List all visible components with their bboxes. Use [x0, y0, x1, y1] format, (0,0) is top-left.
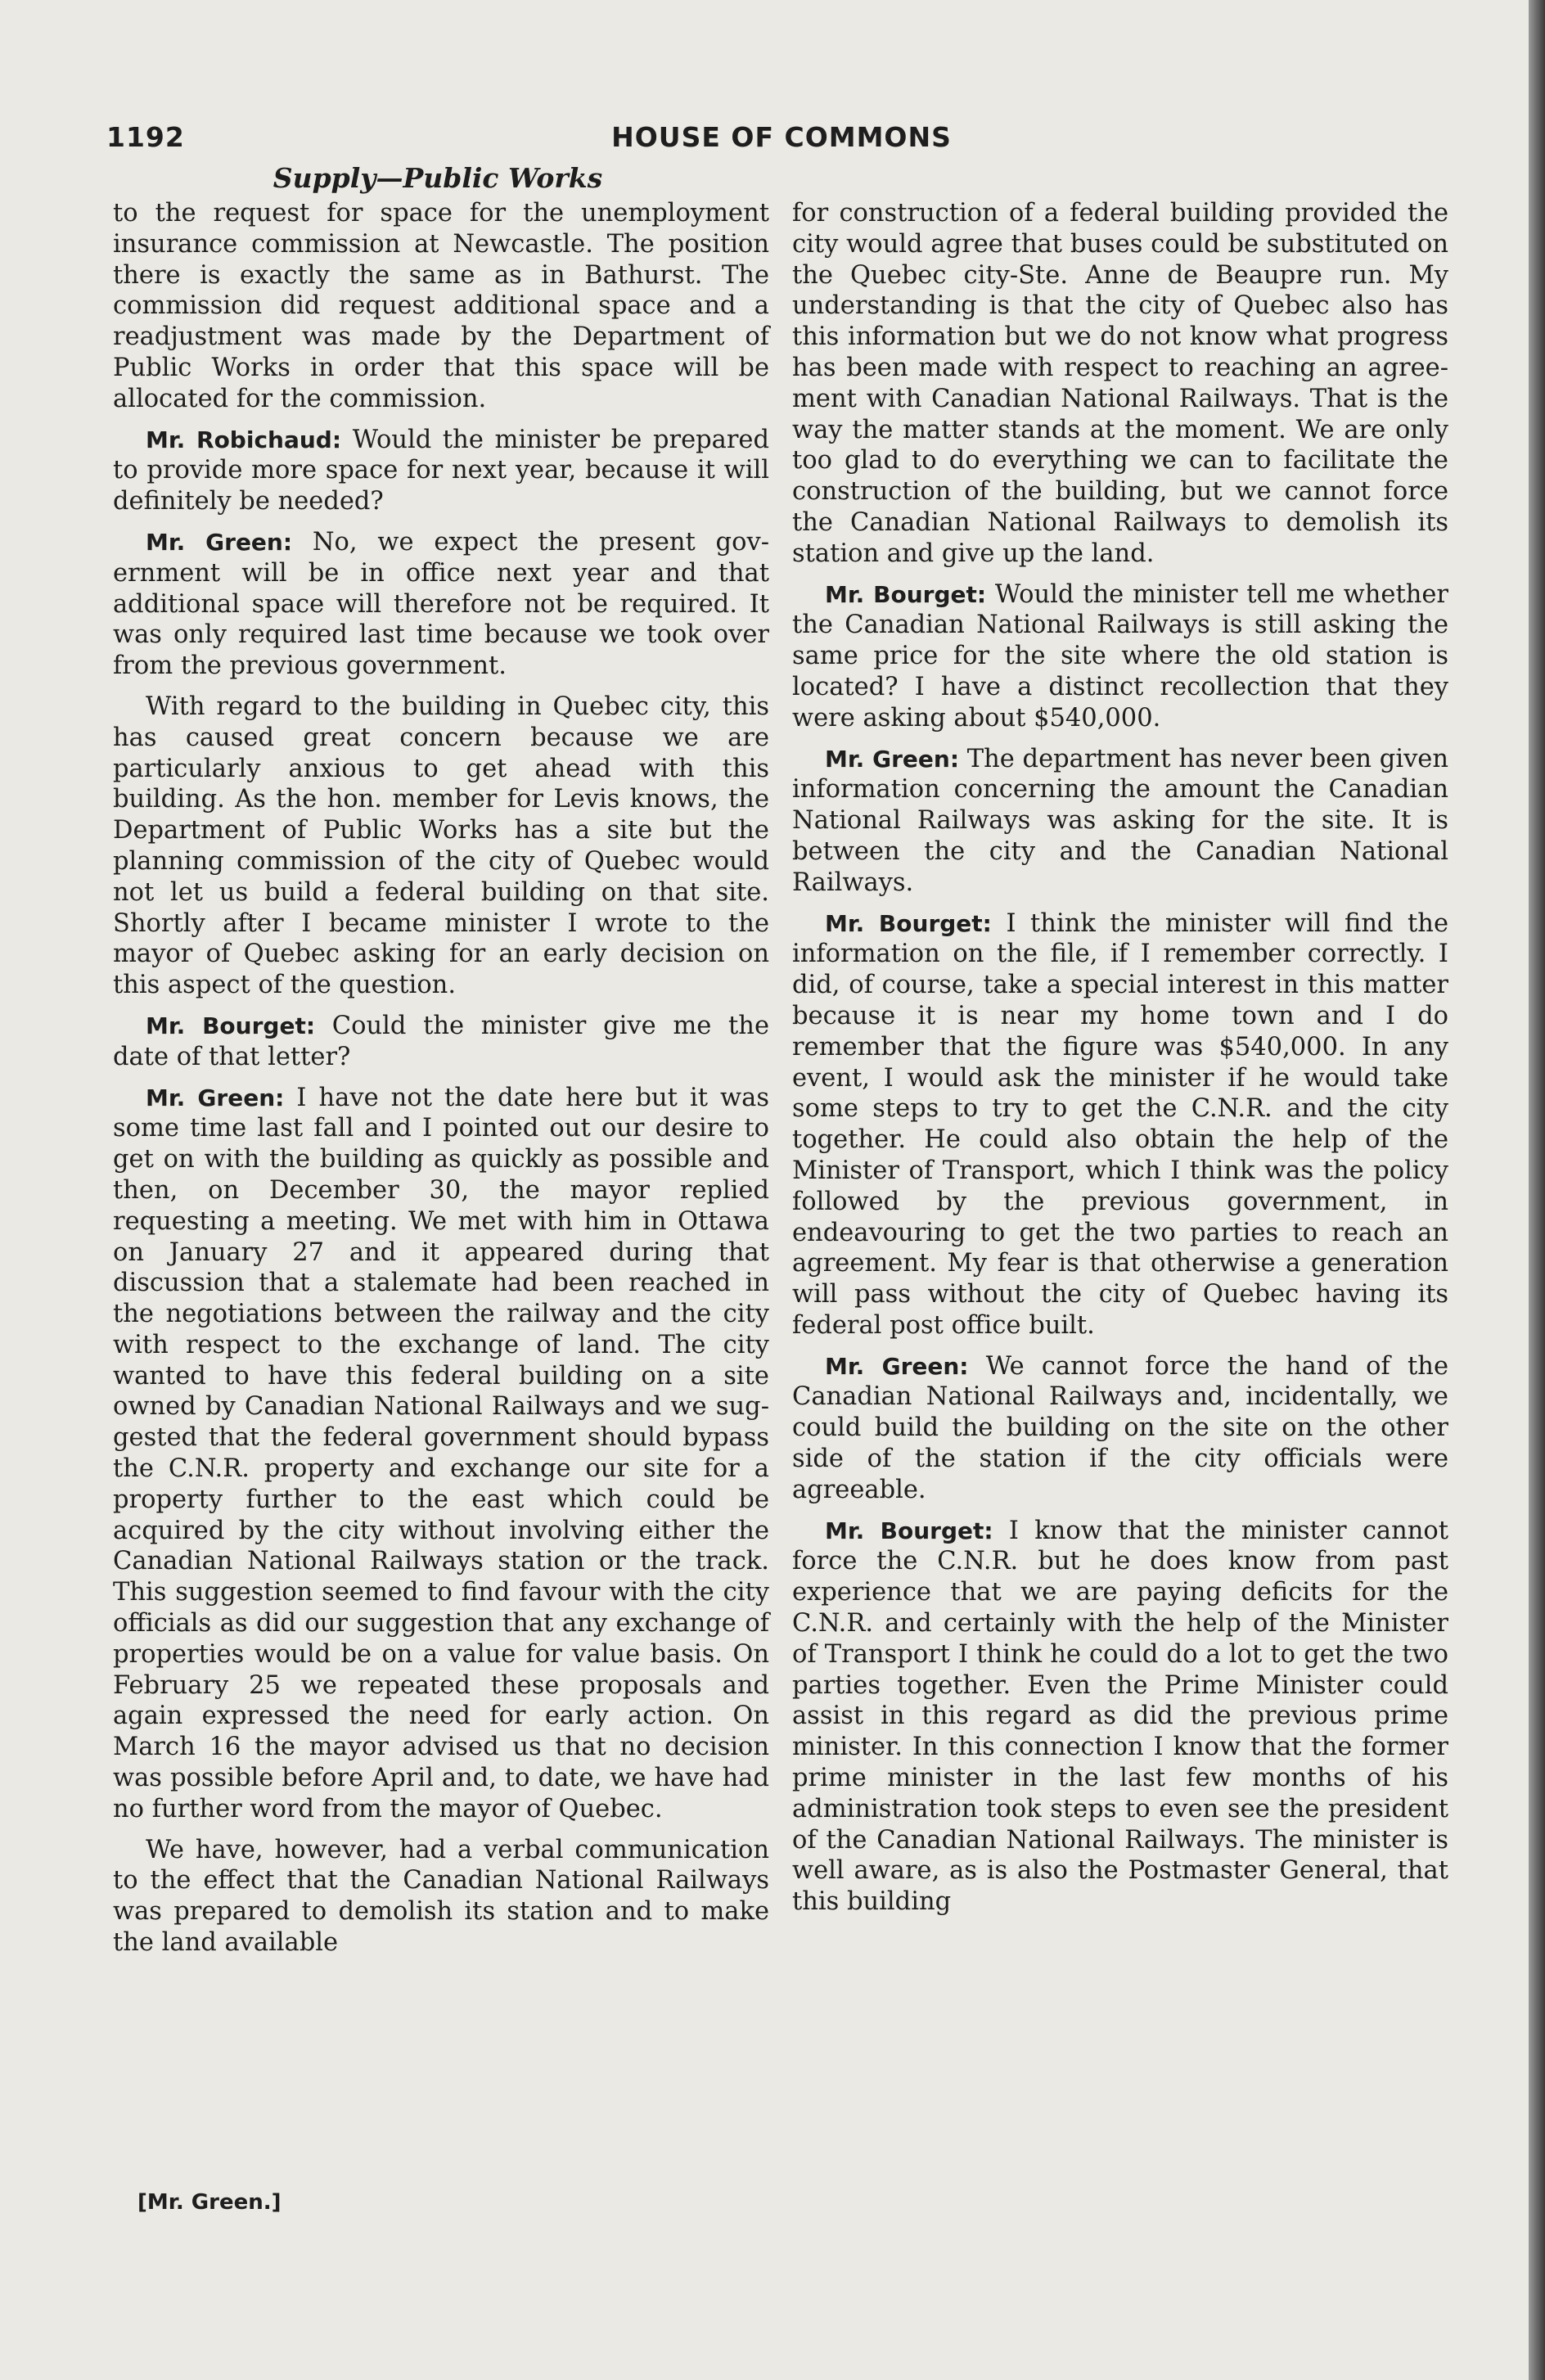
paragraph: We have, however, had a verbal communication to the effect that the Canadian National Railways was prepared to demolish its station and to make the land available	[113, 1835, 769, 1958]
paragraph: With regard to the building in Quebec city, this has caused great concern because we are particularly anxious to get ahead with this building. As the hon. member for Levis knows, the Department of Public Works has a site but the planning commission of the city of Quebec would not let us build a federal building on that site. Shortly after I became minister I wrote to the mayor of Quebec asking for an early decision on this aspect of the question.	[113, 692, 769, 1000]
paragraph: for construction of a federal building provided the city would agree that buses could be substituted on the Quebec city-Ste. Anne de Beaupre run. My understanding is that the city of Quebec also has this information but we do not know what progress has been made with respect to reaching an agreement with Canadian National Railways. That is the way the matter stands at the moment. We are only too glad to do everything we can to facilitate the construction of the building, but we cannot force the Canadian National Railways to demolish its station and give up the land.	[792, 199, 1448, 568]
speech-paragraph	[113, 1083, 769, 1825]
speech-paragraph	[792, 1516, 1448, 1918]
right-column	[792, 198, 1448, 1927]
speaker-name: Mr. Bourget:	[825, 909, 992, 937]
speech-paragraph	[792, 908, 1448, 1341]
left-column	[113, 198, 769, 1968]
speech-paragraph	[113, 527, 769, 682]
speech-paragraph	[792, 744, 1448, 899]
paragraph: to the request for space for the unemployment insurance commission at Newcastle. The position there is exactly the same as in Bathurst. The commission did request additional space and a readjustment was made by the Department of Public Works in order that this space will be allocated for the commission.	[113, 199, 769, 413]
speech-paragraph	[113, 1011, 769, 1073]
speech-text: I have not the date here but it was some time last fall and I pointed out our desire to get on with the building as quickly as possible and then, on December 30, the mayor replied requesting a meeting. We met with him in Ottawa on January 27 and it appeared during that discussion that a stalemate had been reached in the negotiations between the railway and the city with respect to the exchange of land. The city wanted to have this federal building on a site owned by Canadian National Railways and we suggested that the federal government should bypass the C.N.R. property and exchange our site for a property further to the east which could be acquired by the city without involving either the Canadian National Railways station or the track. This suggestion seemed to find favour with the city officials as did our suggestion that any exchange of properties would be on a value for value basis. On February 25 we repeated these proposals and again expressed the need for early action. On March 16 the mayor advised us that no decision was possible before April and, to date, we have had no further word from the mayor of Quebec.	[113, 1083, 769, 1823]
scan-edge	[1529, 0, 1545, 2380]
speech-text: I know that the minister cannot force the C.N.R. but he does know from past experience that we are paying deficits for the C.N.R. and certainly with the help of the Minister of Transport I think he could do a lot to get the two parties together. Even the Prime Minister could assist in this regard as did the previous prime minister. In this connection I know that the former prime minister in the last few months of his administration took steps to even see the president of the Canadian National Railways. The minister is well aware, as is also the Postmaster General, that this building	[792, 1516, 1448, 1917]
speech-text: We cannot force the hand of the Canadian National Railways and, incidentally, we could build the building on the site on the other side of the station if the city officials were agreeable.	[792, 1351, 1448, 1504]
speech-text: Would the minister tell me whether the Canadian National Railways is still asking the same price for the site where the old station is located? I have a distinct recollection that they were asking about $540,000.	[792, 579, 1449, 732]
section-subtitle: Supply—Public Works	[273, 162, 603, 194]
speaker-name: Mr. Green:	[825, 1352, 969, 1380]
speaker-name: Mr. Bourget:	[825, 580, 987, 608]
speech-text: The department has never been given information concerning the amount the Canadian National Railways was asking for the site. It is between the city and the Canadian National Railways.	[792, 744, 1448, 897]
speech-text: Would the minister be prepared to provide more space for next year, because it will definitely be needed?	[113, 425, 770, 516]
speaker-name: Mr. Robichaud:	[146, 426, 342, 453]
speech-text: I think the minister will find the information on the file, if I remember correctly. I did, of course, take a special interest in this matter because it is near my home town and I do remember that the figure was $540,000. In any event, I would ask the minister if he would take some steps to try to get the C.N.R. and the city together. He could also obtain the help of the Minister of Transport, which I think was the policy followed by the previous government, in endeavouring to get the two parties to reach an agreement. My fear is that otherwise a generation will pass without the city of Quebec having its federal post office built.	[792, 908, 1448, 1340]
speech-paragraph	[113, 425, 769, 517]
speech-text: No, we expect the present government will be in office next year and that additional space will therefore not be required. It was only required last time because we took over from the previous government.	[113, 527, 769, 681]
speaker-name: Mr. Bourget:	[146, 1012, 316, 1039]
speaker-name: Mr. Bourget:	[825, 1517, 993, 1544]
speech-paragraph	[792, 579, 1448, 734]
speaker-name: Mr. Green:	[825, 745, 960, 773]
page-number: 1192	[106, 121, 185, 153]
speech-paragraph	[792, 1351, 1448, 1506]
page-title: HOUSE OF COMMONS	[611, 121, 952, 153]
speech-text: Could the minister give me the date of that letter?	[113, 1011, 770, 1071]
page-footer-attribution: [Mr. Green.]	[137, 2190, 282, 2215]
speaker-name: Mr. Green:	[146, 1084, 285, 1111]
speaker-name: Mr. Green:	[146, 528, 293, 556]
